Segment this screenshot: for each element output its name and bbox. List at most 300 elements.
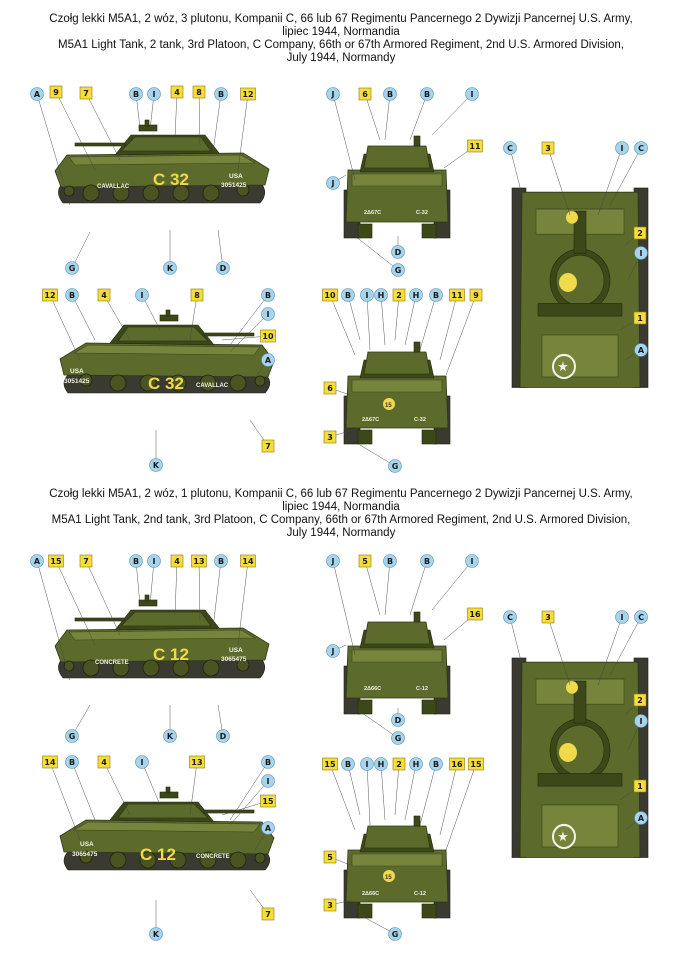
leader-line	[72, 295, 95, 340]
callout-letter-a	[262, 354, 275, 367]
callout-letter-g	[66, 730, 79, 743]
svg-text:5: 5	[327, 853, 333, 862]
callout-letter-d	[217, 730, 230, 743]
svg-text:3: 3	[545, 613, 551, 622]
rear-unit-marking: 2Δ66C	[362, 891, 380, 897]
leader-line	[348, 295, 360, 340]
callout-letter-i	[136, 756, 149, 769]
leader-line	[405, 295, 416, 345]
svg-text:7: 7	[83, 557, 89, 566]
tank1-right-side-view	[60, 310, 274, 393]
leader-line	[365, 561, 380, 615]
caption-line: July 1944, Normandy	[286, 52, 396, 64]
svg-text:3: 3	[327, 901, 333, 910]
callout-letter-c	[504, 611, 517, 624]
callout-number-5	[359, 555, 371, 567]
svg-text:G: G	[68, 264, 76, 273]
svg-text:B: B	[344, 291, 352, 300]
svg-text:I: I	[266, 310, 270, 319]
leader-line	[385, 94, 390, 140]
callout-number-5	[324, 851, 336, 863]
callout-letter-b	[215, 88, 228, 101]
svg-text:D: D	[219, 732, 227, 741]
leader-line	[410, 561, 427, 615]
svg-text:15: 15	[262, 797, 274, 806]
leader-line	[330, 764, 355, 830]
svg-text:G: G	[394, 734, 402, 743]
callout-number-7	[80, 555, 92, 567]
leader-line	[72, 762, 95, 820]
callout-number-7	[262, 908, 274, 920]
svg-text:5: 5	[362, 557, 368, 566]
callout-letter-b	[421, 555, 434, 568]
callout-letter-i	[466, 88, 479, 101]
tank-name-marking: CONCRETE	[196, 854, 230, 860]
callout-number-15	[469, 758, 484, 770]
svg-text:H: H	[377, 760, 385, 769]
svg-text:I: I	[365, 291, 369, 300]
leader-line	[348, 764, 360, 815]
callout-number-12	[241, 88, 256, 100]
svg-text:4: 4	[101, 758, 107, 767]
svg-text:2: 2	[637, 229, 643, 238]
svg-text:B: B	[217, 557, 225, 566]
leader-line	[367, 295, 370, 350]
svg-text:A: A	[637, 814, 645, 823]
callout-number-14	[43, 756, 58, 768]
svg-text:3: 3	[545, 144, 551, 153]
serial-marking: 3051425	[64, 378, 90, 385]
svg-text:C: C	[507, 144, 513, 153]
svg-text:8: 8	[194, 291, 200, 300]
svg-text:H: H	[412, 291, 420, 300]
svg-text:K: K	[152, 930, 160, 939]
callout-letter-i	[616, 142, 629, 155]
leader-line	[330, 295, 355, 355]
callout-number-16	[450, 758, 465, 770]
rear-unit-marking: 2Δ66C	[364, 686, 382, 692]
callout-number-7	[262, 440, 274, 452]
turret-code-marking: C 32	[153, 170, 189, 189]
air-recognition-star	[559, 743, 577, 762]
callout-number-15	[323, 758, 338, 770]
leader-line	[381, 764, 385, 820]
callout-number-4	[98, 756, 110, 768]
tank2-left-side-view	[55, 595, 269, 678]
rear-unit-marking: 2Δ67C	[362, 417, 380, 423]
callout-number-8	[193, 86, 205, 98]
svg-text:3: 3	[327, 433, 333, 442]
caption-line: M5A1 Light Tank, 2nd tank, 3rd Platoon, C Company, 66th or 67th Armored Regiment, 2nd U.S. Armored Division,	[51, 514, 631, 526]
svg-text:B: B	[68, 758, 76, 767]
leader-line	[440, 764, 457, 835]
svg-text:10: 10	[324, 291, 336, 300]
callout-letter-b	[430, 758, 443, 771]
serial-marking: 3065475	[221, 656, 247, 663]
svg-text:B: B	[132, 557, 140, 566]
svg-text:H: H	[412, 760, 420, 769]
leader-line	[213, 94, 221, 152]
tank1-top-view	[512, 188, 648, 388]
leader-line	[395, 764, 399, 815]
caption-line: lipiec 1944, Normandia	[282, 501, 400, 513]
svg-text:B: B	[423, 557, 431, 566]
callout-letter-g	[392, 264, 405, 277]
svg-text:B: B	[264, 291, 272, 300]
turret-code-marking: C 32	[148, 374, 184, 393]
tank1-left-side-view	[55, 120, 269, 203]
callout-letter-g	[389, 460, 402, 473]
callout-letter-b	[130, 88, 143, 101]
svg-text:J: J	[331, 90, 335, 99]
svg-text:I: I	[140, 758, 144, 767]
svg-text:A: A	[33, 90, 41, 99]
callout-letter-i	[136, 289, 149, 302]
svg-text:11: 11	[469, 142, 481, 151]
svg-text:7: 7	[265, 442, 271, 451]
leader-line	[50, 762, 80, 840]
leader-line	[333, 94, 355, 180]
svg-text:J: J	[331, 179, 335, 188]
svg-text:B: B	[68, 291, 76, 300]
svg-text:I: I	[620, 144, 624, 153]
svg-text:A: A	[264, 824, 272, 833]
callout-number-13	[190, 756, 205, 768]
leader-line	[432, 561, 472, 610]
svg-text:4: 4	[174, 88, 180, 97]
callout-letter-k	[164, 262, 177, 275]
callout-letter-k	[150, 459, 163, 472]
svg-text:A: A	[264, 356, 272, 365]
svg-text:B: B	[344, 760, 352, 769]
svg-text:14: 14	[44, 758, 56, 767]
leader-line	[142, 762, 160, 805]
usa-marking: USA	[80, 841, 94, 848]
svg-text:9: 9	[473, 291, 479, 300]
callout-letter-h	[375, 758, 388, 771]
callout-number-10	[261, 330, 276, 342]
callout-number-12	[43, 289, 58, 301]
leader-line	[381, 295, 385, 345]
tank2-top-view	[512, 658, 648, 858]
callout-letter-h	[410, 289, 423, 302]
callout-letter-h	[375, 289, 388, 302]
svg-text:14: 14	[242, 557, 254, 566]
caption-line: Czołg lekki M5A1, 2 wóz, 1 plutonu, Kompanii C, 66 lub 67 Regimentu Pancernego 2 Dywizji Pancernej U.S. Army,	[49, 488, 633, 500]
leader-line	[104, 295, 130, 340]
tank2-rear-view	[344, 816, 450, 918]
svg-text:G: G	[391, 462, 399, 471]
svg-text:D: D	[394, 716, 402, 725]
svg-text:C: C	[638, 144, 644, 153]
svg-text:B: B	[423, 90, 431, 99]
leader-line	[420, 295, 436, 350]
callout-letter-j	[327, 645, 340, 658]
usa-marking: USA	[229, 173, 243, 180]
callout-letter-i	[635, 715, 648, 728]
leader-line	[446, 295, 476, 375]
svg-text:I: I	[620, 613, 624, 622]
leader-line	[355, 708, 398, 738]
usa-marking: USA	[229, 647, 243, 654]
svg-text:D: D	[219, 264, 227, 273]
callout-letter-i	[148, 88, 161, 101]
caption-line: Czołg lekki M5A1, 2 wóz, 3 plutonu, Kompanii C, 66 lub 67 Regimentu Pancernego 2 Dywizji Pancernej U.S. Army,	[49, 13, 633, 25]
svg-text:16: 16	[451, 760, 463, 769]
svg-text:B: B	[132, 90, 140, 99]
leader-line	[175, 561, 177, 615]
callout-number-4	[171, 555, 183, 567]
svg-text:12: 12	[44, 291, 56, 300]
callout-letter-j	[327, 555, 340, 568]
tank1-front-view	[344, 136, 450, 238]
callout-letter-b	[262, 289, 275, 302]
leader-line	[365, 94, 380, 140]
callout-letter-b	[262, 756, 275, 769]
svg-text:15: 15	[324, 760, 336, 769]
tank2-right-side-view	[60, 787, 274, 870]
leader-line	[104, 762, 130, 815]
callout-letter-b	[66, 289, 79, 302]
svg-text:13: 13	[191, 758, 203, 767]
callout-letter-b	[66, 756, 79, 769]
callout-number-15	[49, 555, 64, 567]
turret-code-marking: C 12	[153, 645, 189, 664]
callout-number-3	[542, 142, 554, 154]
callout-letter-c	[635, 142, 648, 155]
svg-text:K: K	[166, 732, 174, 741]
callout-letter-i	[262, 775, 275, 788]
leader-line	[367, 764, 370, 825]
star-number: 15	[385, 875, 392, 881]
callout-number-1	[634, 312, 646, 324]
svg-text:C: C	[507, 613, 513, 622]
callout-letter-i	[616, 611, 629, 624]
callout-letter-b	[342, 289, 355, 302]
svg-text:16: 16	[469, 610, 481, 619]
svg-text:I: I	[152, 90, 156, 99]
svg-text:8: 8	[196, 88, 202, 97]
callout-letter-b	[342, 758, 355, 771]
callout-letter-b	[130, 555, 143, 568]
leader-line	[420, 764, 436, 825]
svg-text:D: D	[394, 248, 402, 257]
callout-letter-a	[635, 344, 648, 357]
leader-line	[86, 93, 120, 160]
svg-text:I: I	[365, 760, 369, 769]
svg-text:6: 6	[362, 90, 368, 99]
rear-code-marking: C-32	[416, 210, 428, 216]
callout-letter-g	[392, 732, 405, 745]
svg-text:13: 13	[193, 557, 205, 566]
rear-code-marking: C-32	[414, 417, 426, 423]
turret-code-marking: C 12	[140, 845, 176, 864]
svg-text:B: B	[386, 557, 394, 566]
callout-letter-a	[31, 555, 44, 568]
callout-letter-i	[148, 555, 161, 568]
tank2-front-view	[344, 612, 450, 714]
callout-letter-g	[389, 928, 402, 941]
callout-number-11	[468, 140, 483, 152]
callout-letter-a	[262, 822, 275, 835]
leader-line	[175, 92, 177, 138]
svg-text:B: B	[264, 758, 272, 767]
callout-number-16	[468, 608, 483, 620]
svg-text:K: K	[152, 461, 160, 470]
callout-number-7	[80, 87, 92, 99]
svg-text:10: 10	[262, 332, 274, 341]
svg-text:9: 9	[53, 88, 59, 97]
callout-number-11	[450, 289, 465, 301]
callout-number-3	[542, 611, 554, 623]
callout-letter-h	[410, 758, 423, 771]
svg-text:I: I	[152, 557, 156, 566]
svg-text:I: I	[639, 717, 643, 726]
callout-number-1	[634, 780, 646, 792]
callout-number-10	[323, 289, 338, 301]
svg-text:4: 4	[101, 291, 107, 300]
leader-line	[410, 94, 427, 140]
usa-marking: USA	[70, 368, 84, 375]
callout-number-3	[324, 899, 336, 911]
svg-text:I: I	[140, 291, 144, 300]
callout-letter-i	[635, 247, 648, 260]
svg-text:7: 7	[265, 910, 271, 919]
callout-letter-b	[384, 88, 397, 101]
svg-text:A: A	[33, 557, 41, 566]
callout-letter-j	[327, 177, 340, 190]
callout-number-14	[241, 555, 256, 567]
callout-letter-i	[262, 308, 275, 321]
svg-text:I: I	[470, 557, 474, 566]
svg-text:G: G	[68, 732, 76, 741]
callout-number-9	[50, 86, 62, 98]
callout-letter-b	[215, 555, 228, 568]
svg-text:A: A	[637, 346, 645, 355]
callout-number-6	[359, 88, 371, 100]
tank-name-marking: CONCRETE	[95, 660, 129, 666]
callout-letter-d	[392, 714, 405, 727]
svg-text:12: 12	[242, 90, 254, 99]
star-number: 15	[385, 403, 392, 409]
callout-number-4	[171, 86, 183, 98]
svg-text:15: 15	[470, 760, 482, 769]
air-recognition-star	[559, 273, 577, 292]
svg-text:2: 2	[396, 291, 402, 300]
callout-letter-c	[504, 142, 517, 155]
svg-text:★: ★	[558, 361, 568, 374]
svg-text:2: 2	[637, 696, 643, 705]
leader-line	[405, 764, 416, 820]
svg-text:G: G	[391, 930, 399, 939]
callout-letter-d	[392, 246, 405, 259]
leader-line	[86, 561, 120, 635]
callout-letter-j	[327, 88, 340, 101]
serial-marking: 3051425	[221, 182, 247, 189]
leader-line	[446, 764, 476, 850]
svg-text:I: I	[266, 777, 270, 786]
svg-text:4: 4	[174, 557, 180, 566]
callout-number-4	[98, 289, 110, 301]
svg-text:11: 11	[451, 291, 463, 300]
svg-text:J: J	[331, 647, 335, 656]
callout-number-9	[470, 289, 482, 301]
svg-text:★: ★	[558, 831, 568, 844]
callout-number-6	[324, 382, 336, 394]
svg-text:1: 1	[637, 314, 643, 323]
callout-letter-g	[66, 262, 79, 275]
svg-text:7: 7	[83, 89, 89, 98]
callout-number-2	[393, 758, 405, 770]
caption-line: July 1944, Normandy	[286, 527, 396, 539]
svg-text:C: C	[638, 613, 644, 622]
callout-letter-i	[466, 555, 479, 568]
serial-marking: 3065475	[72, 851, 98, 858]
leader-line	[333, 561, 355, 655]
callout-number-2	[393, 289, 405, 301]
svg-text:I: I	[470, 90, 474, 99]
svg-text:B: B	[432, 291, 440, 300]
svg-text:6: 6	[327, 384, 333, 393]
callout-number-13	[192, 555, 207, 567]
caption-line: M5A1 Light Tank, 2 tank, 3rd Platoon, C Company, 66th or 67th Armored Regiment, 2nd U.S. Armored Division,	[58, 39, 624, 51]
svg-text:1: 1	[637, 782, 643, 791]
callout-number-2	[634, 694, 646, 706]
callout-letter-c	[635, 611, 648, 624]
callout-letter-a	[31, 88, 44, 101]
svg-text:2: 2	[396, 760, 402, 769]
callout-letter-b	[384, 555, 397, 568]
callout-letter-a	[635, 812, 648, 825]
leader-line	[385, 561, 390, 615]
caption-line: lipiec 1944, Normandia	[282, 26, 400, 38]
leader-line	[395, 295, 399, 340]
callout-letter-k	[150, 928, 163, 941]
callout-number-15	[261, 795, 276, 807]
callout-number-3	[324, 431, 336, 443]
svg-text:G: G	[394, 266, 402, 275]
callout-letter-d	[217, 262, 230, 275]
leader-line	[37, 94, 70, 205]
leader-line	[432, 94, 472, 135]
callout-letter-k	[164, 730, 177, 743]
leader-line	[213, 561, 221, 628]
svg-text:H: H	[377, 291, 385, 300]
tank-name-marking: CAVALLAC	[196, 383, 229, 389]
leader-line	[440, 295, 457, 360]
svg-text:B: B	[217, 90, 225, 99]
tank-name-marking: CAVALLAC	[97, 184, 130, 190]
callout-letter-b	[421, 88, 434, 101]
rear-code-marking: C-12	[414, 891, 426, 897]
svg-text:B: B	[386, 90, 394, 99]
svg-text:B: B	[432, 760, 440, 769]
svg-text:15: 15	[50, 557, 62, 566]
callout-number-8	[191, 289, 203, 301]
rear-unit-marking: 2Δ67C	[364, 210, 382, 216]
callout-number-2	[634, 227, 646, 239]
tank1-rear-view	[344, 342, 450, 444]
callout-letter-i	[361, 289, 374, 302]
callout-letter-i	[361, 758, 374, 771]
rear-code-marking: C-12	[416, 686, 428, 692]
svg-text:K: K	[166, 264, 174, 273]
svg-text:I: I	[639, 249, 643, 258]
svg-text:J: J	[331, 557, 335, 566]
leader-line	[37, 561, 70, 680]
leader-line	[50, 295, 80, 360]
callout-letter-b	[430, 289, 443, 302]
